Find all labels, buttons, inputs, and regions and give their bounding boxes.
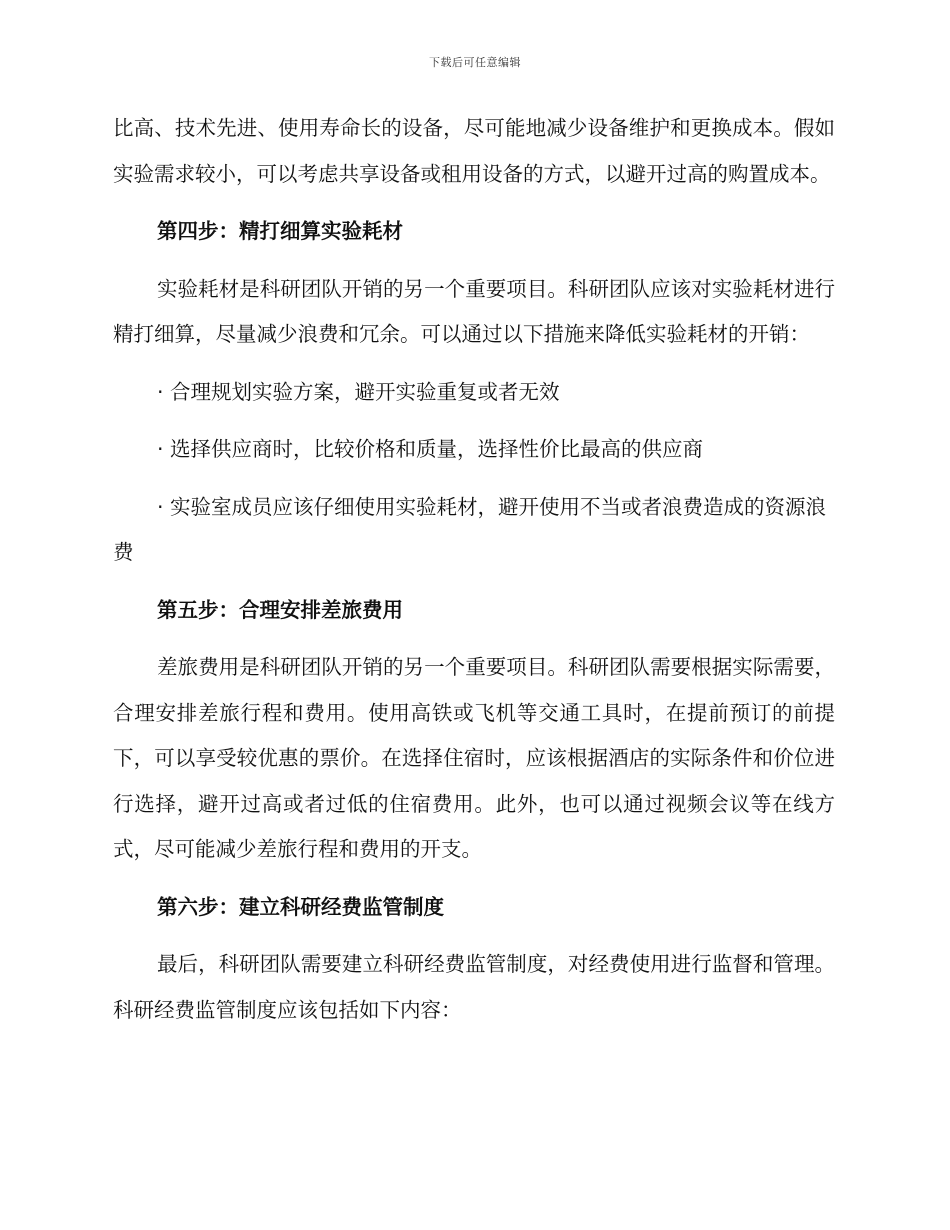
paragraph-consumables: 实验耗材是科研团队开销的另一个重要项目。科研团队应该对实验耗材进行精打细算，尽量减少浪费和冗余。可以通过以下措施来降低实验耗材的开销： [113, 276, 835, 346]
document-body [113, 106, 835, 1045]
heading-step-four: 第四步：精打细算实验耗材 [157, 219, 403, 243]
heading-step-six: 第六步：建立科研经费监管制度 [157, 894, 444, 919]
header-note: 下载后可任意编辑 [429, 56, 521, 69]
bullet-item-supplier: · 选择供应商时，比较价格和质量，选择性价比最高的供应商 [157, 437, 704, 461]
heading-step-five: 第五步：合理安排差旅费用 [157, 597, 403, 622]
paragraph-continuation: 比高、技术先进、使用寿命长的设备，尽可能地减少设备维护和更换成本。假如实验需求较小，可以考虑共享设备或租用设备的方式，以避开过高的购置成本。 [113, 116, 835, 186]
paragraph-supervision: 最后，科研团队需要建立科研经费监管制度，对经费使用进行监督和管理。科研经费监管制度应该包括如下内容： [113, 952, 835, 1022]
bullet-item-usage: · 实验室成员应该仔细使用实验耗材，避开使用不当或者浪费造成的资源浪费 [113, 494, 827, 564]
paragraph-travel: 差旅费用是科研团队开销的另一个重要项目。科研团队需要根据实际需要，合理安排差旅行程和费用。使用高铁或飞机等交通工具时，在提前预订的前提下，可以享受较优惠的票价。在选择住宿时，应该根据酒店的实际条件和价位进行选择，避开过高或者过低的住宿费用。此外，也可以通过视频会议等在线方式，尽可能减少差旅行程和费用的开支。 [113, 655, 835, 861]
bullet-item-plan: · 合理规划实验方案，避开实验重复或者无效 [157, 379, 560, 404]
